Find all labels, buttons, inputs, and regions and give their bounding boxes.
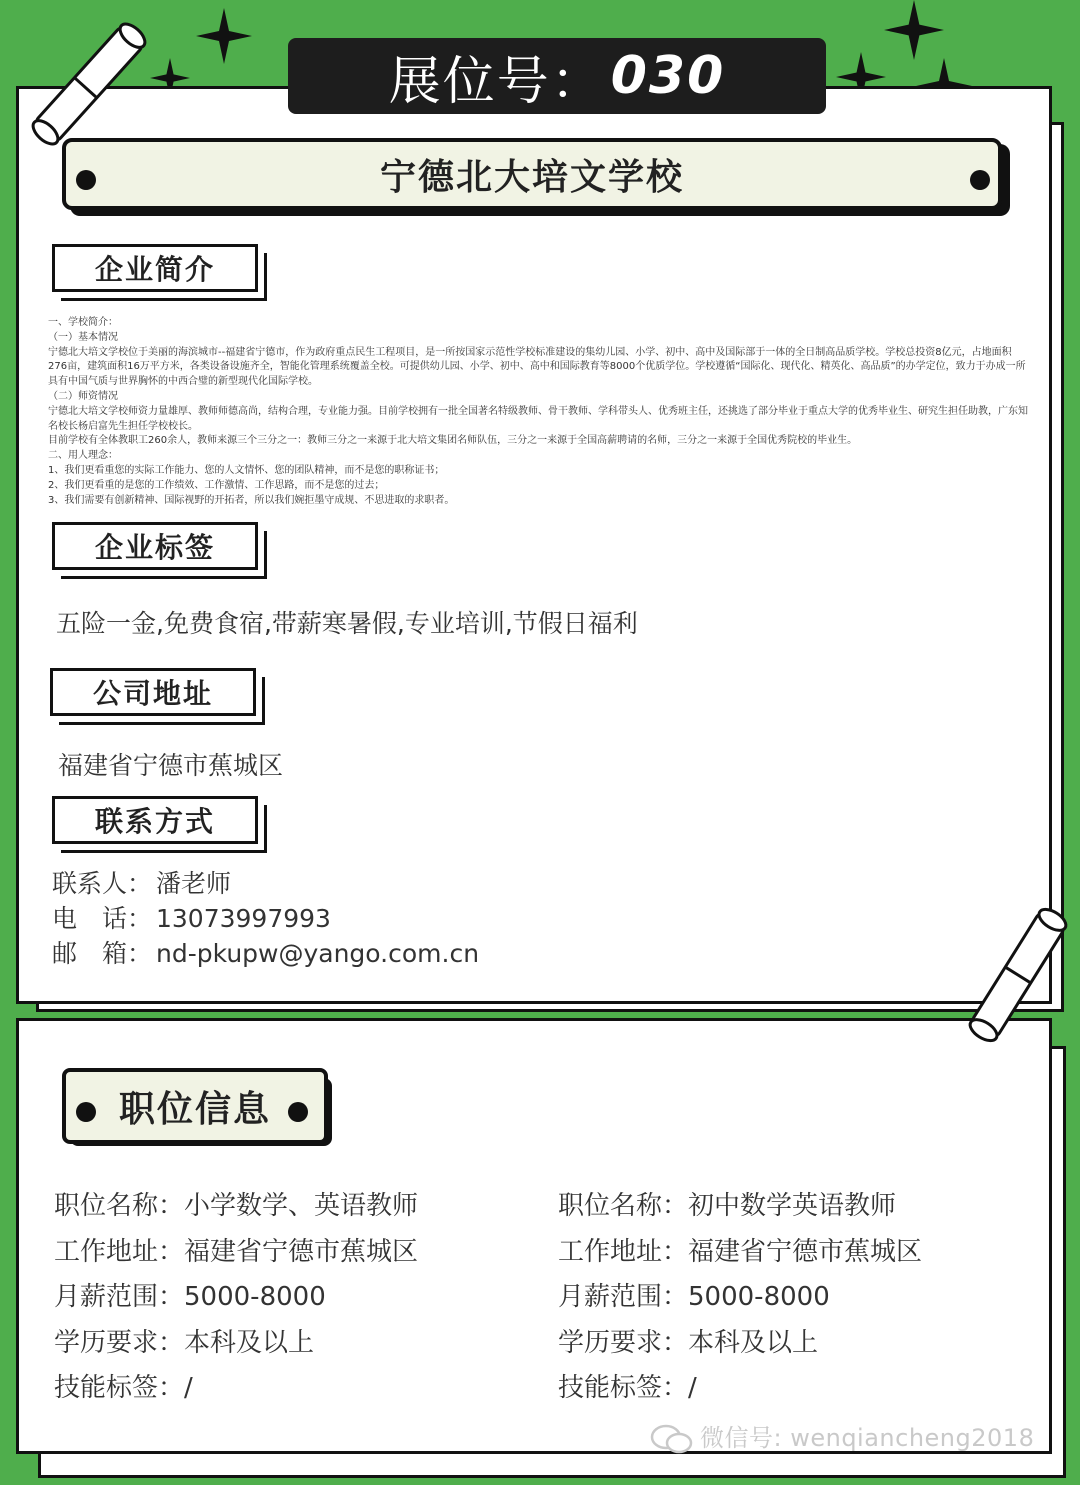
scroll-icon <box>948 900 1080 1050</box>
job-skills: / <box>184 1373 193 1403</box>
section-heading-jobs <box>62 1068 328 1144</box>
section-heading-address <box>50 668 256 716</box>
intro-line: 1、我们更看重您的实际工作能力、您的人文情怀、您的团队精神，而不是您的职称证书； <box>48 464 445 476</box>
booth-number: 030 <box>610 46 726 106</box>
sparkle-icon <box>196 8 252 64</box>
booth-label: 展位号： <box>388 51 605 112</box>
job-field-label: 工作地址： <box>558 1236 689 1267</box>
bullet-dot-icon <box>76 170 96 190</box>
job-field-label: 月薪范围： <box>54 1282 185 1312</box>
job-field-label: 技能标签： <box>54 1373 185 1403</box>
wechat-watermark <box>650 1418 1034 1454</box>
job-place: 福建省宁德市蕉城区 <box>184 1236 419 1267</box>
job-salary: 5000-8000 <box>184 1282 326 1312</box>
company-tags: 五险一金,免费食宿,带薪寒暑假,专业培训,节假日福利 <box>56 609 638 638</box>
job-title-row <box>54 1184 418 1230</box>
bullet-dot-icon <box>288 1102 308 1122</box>
contact-phone-label: 电 话： <box>52 904 153 933</box>
job-title: 初中数学英语教师 <box>688 1191 897 1221</box>
job-field-label: 学历要求： <box>558 1327 689 1358</box>
section-heading-text: 公司地址 <box>92 677 213 710</box>
contact-person-label: 联系人： <box>52 869 153 898</box>
intro-line: 2、我们更看重的是您的工作绩效、工作激情、工作思路，而不是您的过去； <box>48 479 385 491</box>
contact-info <box>52 866 479 971</box>
job-skills: / <box>688 1373 697 1403</box>
contact-person: 潘老师 <box>156 869 232 898</box>
job-card <box>54 1184 418 1412</box>
bullet-dot-icon <box>970 170 990 190</box>
job-skill-row <box>558 1366 922 1412</box>
contact-email[interactable]: nd-pkupw@yango.com.cn <box>156 939 480 968</box>
intro-line: 宁德北大培文学校师资力量雄厚、教师师德高尚，结构合理，专业能力强。目前学校拥有一批全国著名特级教师、骨干教师、学科带头人、优秀班主任，还挑选了部分毕业于重点大学的优秀毕业生、研究生担任助教，广东知名校长杨启富先生担任学校校长。 <box>48 405 1028 432</box>
job-card <box>558 1184 922 1412</box>
job-skill-row <box>54 1366 418 1412</box>
job-education: 本科及以上 <box>184 1327 315 1358</box>
wechat-icon <box>650 1424 694 1454</box>
company-intro-text <box>48 316 1028 508</box>
school-title-bar <box>62 138 1002 210</box>
job-edu-row <box>558 1321 922 1367</box>
job-education: 本科及以上 <box>688 1327 819 1358</box>
job-field-label: 月薪范围： <box>558 1282 689 1312</box>
job-salary-row <box>558 1275 922 1321</box>
job-place: 福建省宁德市蕉城区 <box>688 1236 923 1267</box>
job-field-label: 学历要求： <box>54 1327 185 1358</box>
scroll-icon <box>14 14 164 154</box>
job-title-row <box>558 1184 922 1230</box>
watermark-text: 微信号: wenqiancheng2018 <box>700 1424 1035 1452</box>
intro-line: 一、学校简介： <box>48 317 118 328</box>
intro-line: 二、用人理念： <box>48 450 118 462</box>
contact-email-row <box>52 936 479 971</box>
section-heading-intro <box>52 244 258 292</box>
job-salary-row <box>54 1275 418 1321</box>
intro-line: 3、我们需要有创新精神、国际视野的开拓者，所以我们婉拒墨守成规、不思进取的求职者。 <box>48 494 455 506</box>
job-field-label: 技能标签： <box>558 1373 689 1403</box>
section-heading-text: 职位信息 <box>118 1088 271 1130</box>
job-place-row <box>54 1230 418 1276</box>
school-name: 宁德北大培文学校 <box>379 156 684 198</box>
company-address: 福建省宁德市蕉城区 <box>58 751 284 780</box>
section-heading-text: 联系方式 <box>94 805 215 838</box>
contact-phone[interactable]: 13073997993 <box>156 904 331 933</box>
contact-person-row <box>52 866 479 901</box>
job-field-label: 职位名称： <box>558 1191 689 1221</box>
section-heading-text: 企业简介 <box>94 253 215 286</box>
intro-line: 宁德北大培文学校位于美丽的海滨城市--福建省宁德市，作为政府重点民生工程项目，是一所按国家示范性学校标准建设的集幼儿园、小学、初中、高中及国际部于一体的全日制高品质学校。学校总投资8亿元，占地面积276亩，建筑面积16万平方米，各类设备设施齐全，智能化管理系统覆盖全校。可提供幼儿园、小学、初中、高中和国际教育等8000个优质学位。学校遵循“国际化、现代化、精英化、高品质”的办学定位，致力于办成一所具有中国气质与世界胸怀的中西合璧的新型现代化国际学校。 <box>48 346 1026 388</box>
bullet-dot-icon <box>76 1102 96 1122</box>
intro-line: （一）基本情况 <box>48 331 118 343</box>
job-edu-row <box>54 1321 418 1367</box>
job-field-label: 工作地址： <box>54 1236 185 1267</box>
booth-number-banner <box>288 38 826 114</box>
job-salary: 5000-8000 <box>688 1282 830 1312</box>
contact-phone-row <box>52 901 479 936</box>
section-heading-contact <box>52 796 258 844</box>
sparkle-icon <box>884 0 944 60</box>
job-field-label: 职位名称： <box>54 1191 185 1221</box>
job-title: 小学数学、英语教师 <box>184 1191 419 1221</box>
job-place-row <box>558 1230 922 1276</box>
section-heading-text: 企业标签 <box>94 531 215 564</box>
intro-line: 目前学校有全体教职工260余人，教师来源三个三分之一：教师三分之一来源于北大培文集团名师队伍，三分之一来源于全国高薪聘请的名师，三分之一来源于全国优秀院校的毕业生。 <box>48 435 858 447</box>
section-heading-tags <box>52 522 258 570</box>
contact-email-label: 邮 箱： <box>52 939 153 968</box>
intro-line: （二）师资情况 <box>48 390 118 402</box>
